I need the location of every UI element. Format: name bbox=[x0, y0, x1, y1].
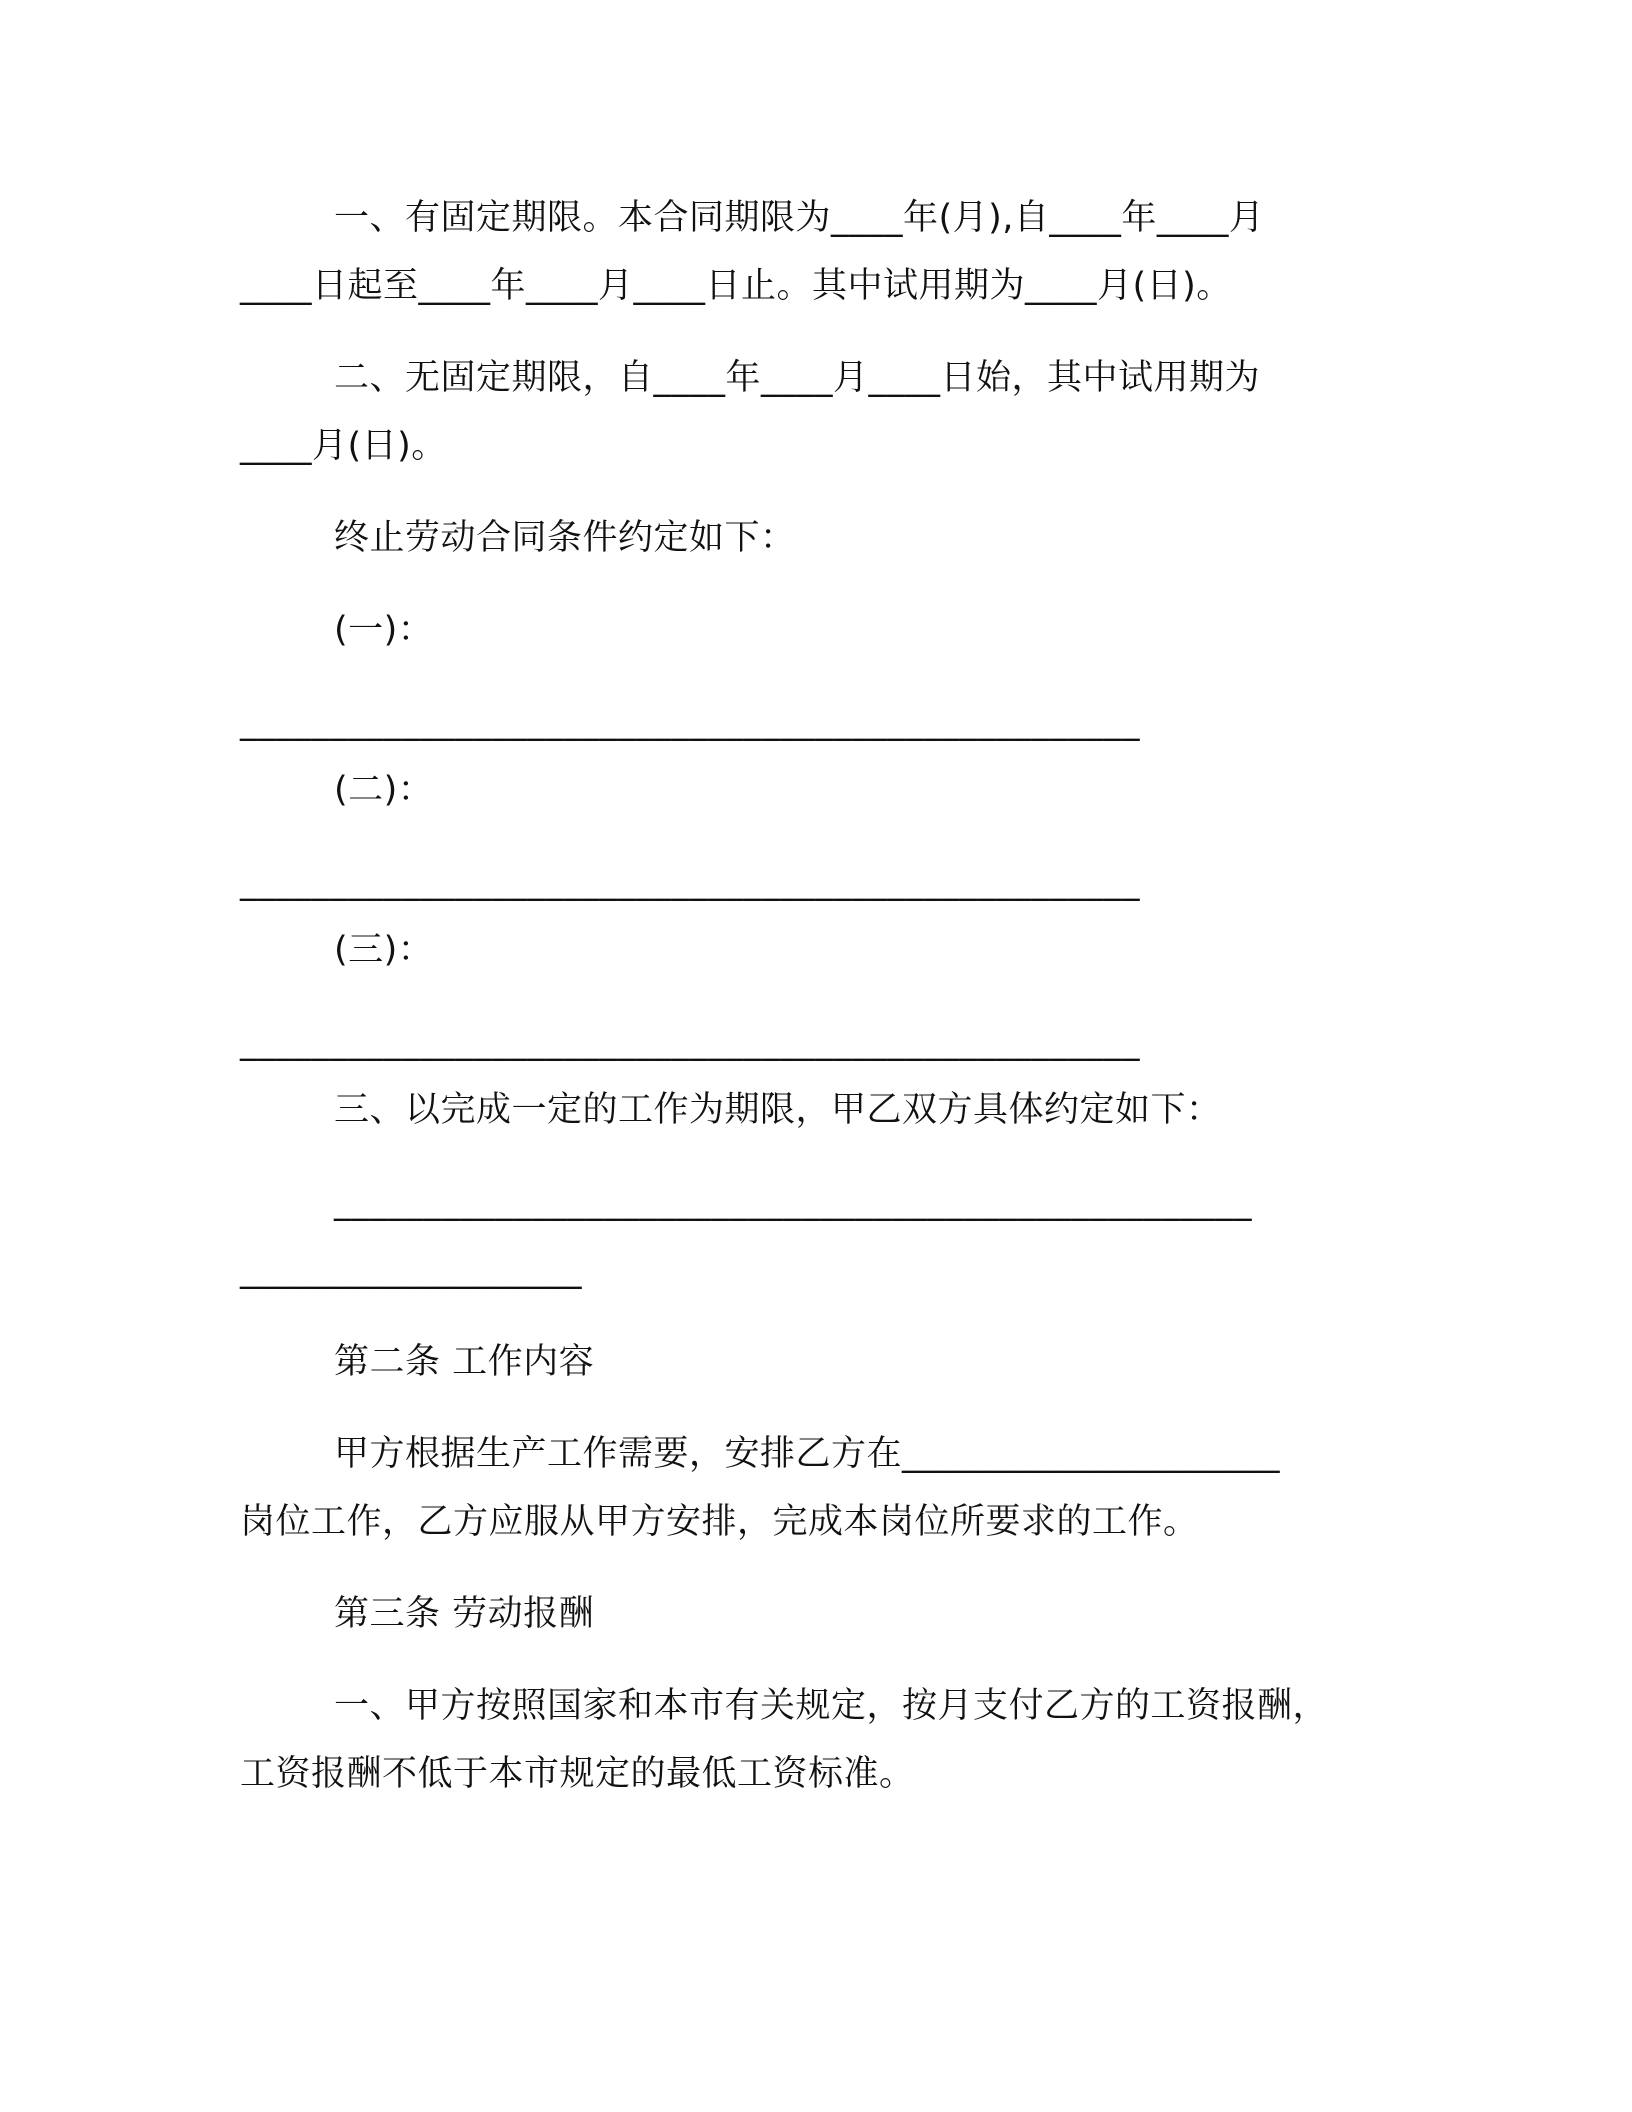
condition-1-label: (一)： bbox=[334, 610, 434, 650]
work-content-line-1: 甲方根据生产工作需要，安排乙方在_____________________ bbox=[334, 1434, 1281, 1474]
condition-3-blank: __________________________________________________ bbox=[240, 1022, 1140, 1062]
term-open-line-2: ____月(日)。 bbox=[240, 426, 447, 466]
term-fixed-line-2: ____日起至____年____月____日止。其中试用期为____月(日)。 bbox=[240, 266, 1232, 306]
condition-1-blank: __________________________________________________ bbox=[240, 702, 1140, 742]
term-open-line-1: 二、无固定期限，自____年____月____日始，其中试用期为 bbox=[334, 358, 1261, 398]
pay-line-2: 工资报酬不低于本市规定的最低工资标准。 bbox=[240, 1754, 915, 1794]
condition-2-blank: __________________________________________________ bbox=[240, 862, 1140, 902]
article-3-heading: 第三条 劳动报酬 bbox=[334, 1594, 595, 1634]
term-task-blank-1: ___________________________________________________ bbox=[334, 1182, 1252, 1222]
condition-3-label: (三)： bbox=[334, 930, 434, 970]
termination-heading: 终止劳动合同条件约定如下： bbox=[334, 518, 796, 558]
term-task-line: 三、以完成一定的工作为期限，甲乙双方具体约定如下： bbox=[334, 1090, 1222, 1130]
term-fixed-line-1: 一、有固定期限。本合同期限为____年(月),自____年____月 bbox=[334, 198, 1265, 238]
condition-2-label: (二)： bbox=[334, 770, 434, 810]
work-content-line-2: 岗位工作，乙方应服从甲方安排，完成本岗位所要求的工作。 bbox=[240, 1502, 1199, 1542]
article-2-heading: 第二条 工作内容 bbox=[334, 1342, 595, 1382]
pay-line-1: 一、甲方按照国家和本市有关规定，按月支付乙方的工资报酬， bbox=[334, 1686, 1329, 1726]
term-task-blank-2: ___________________ bbox=[240, 1250, 582, 1290]
